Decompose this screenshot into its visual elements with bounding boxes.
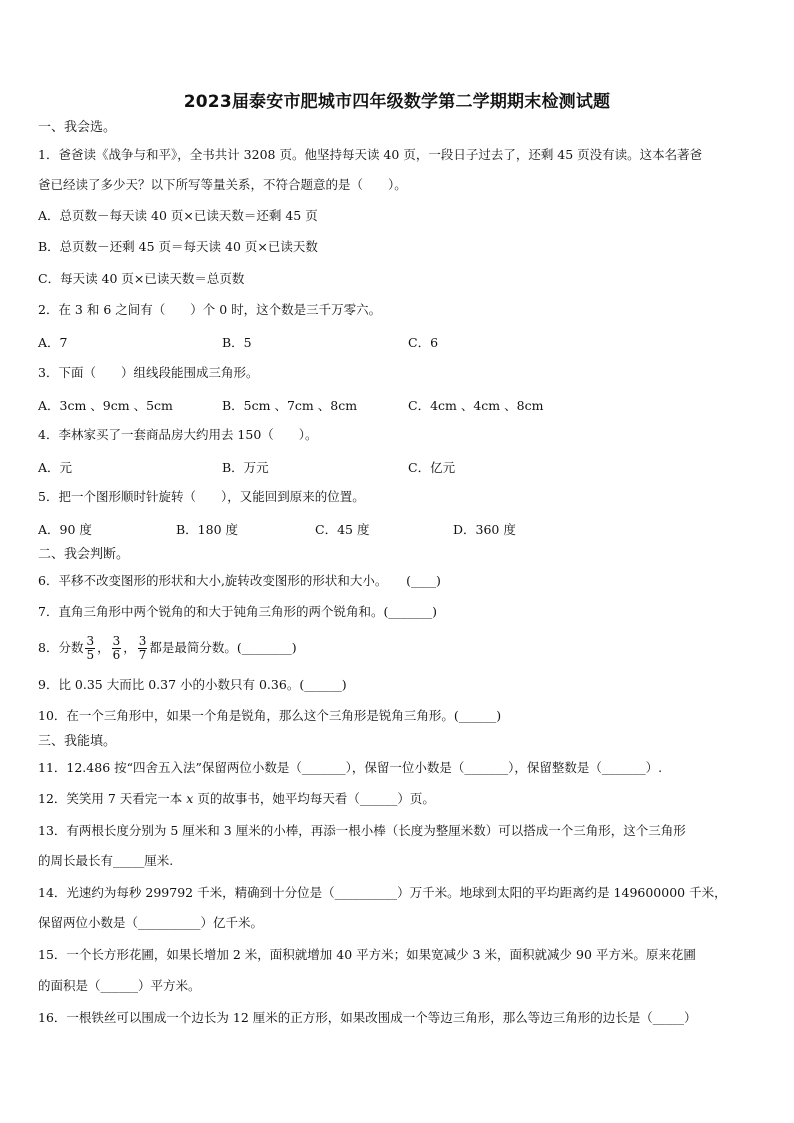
question-2: 2．在 3 和 6 之间有（ ）个 0 时，这个数是三千万零六。: [38, 302, 382, 317]
question-5-option-b: B．180 度: [176, 522, 239, 537]
question-6: 6．平移不改变图形的形状和大小,旋转改变图形的形状和大小。 (____): [38, 573, 441, 588]
question-1-option-a: A．总页数－每天读 40 页×已读天数＝还剩 45 页: [38, 208, 318, 223]
question-13-line-1: 13．有两根长度分别为 5 厘米和 3 厘米的小棒，再添一根小棒（长度为整厘米数）可以搭成一个三角形，这个三角形: [38, 823, 686, 838]
question-13-line-2: 的周长最长有_____厘米.: [38, 853, 174, 868]
section-heading-1: 一、我会选。: [38, 120, 117, 135]
question-5-option-a: A．90 度: [38, 522, 92, 537]
fraction-3-5: [85, 635, 95, 662]
question-1-option-b: B．总页数－还剩 45 页＝每天读 40 页×已读天数: [38, 239, 318, 254]
fraction-numerator: 3: [86, 634, 95, 648]
question-12-pre: 12．笑笑用 7 天看完一本: [38, 791, 187, 806]
question-2-option-b: B．5: [222, 335, 252, 350]
question-4-options: [38, 458, 764, 476]
question-2-option-c: C．6: [408, 335, 439, 350]
question-4-option-b: B．万元: [222, 460, 269, 475]
question-14-line-1: 14．光速约为每秒 299792 千米，精确到十分位是（__________）万千米。地球到太阳的平均距离约是 149600000 千米，: [38, 885, 727, 900]
question-5: 5．把一个图形顺时针旋转（ ），又能回到原来的位置。: [38, 489, 365, 504]
question-2-option-a: A．7: [38, 335, 68, 350]
question-16: 16．一根铁丝可以围成一个边长为 12 厘米的正方形，如果改围成一个等边三角形，那么等边三角形的边长是（_____）: [38, 1010, 697, 1025]
question-5-option-d: D．360 度: [453, 522, 516, 537]
question-4: 4．李林家买了一套商品房大约用去 150（ ）。: [38, 427, 318, 442]
fraction-denominator: 7: [138, 648, 147, 662]
fraction-3-7: [138, 635, 148, 662]
question-1-line-1: 1．爸爸读《战争与和平》，全书共计 3208 页。他坚持每天读 40 页，一段日子过去了，还剩 45 页没有读。这本名著爸: [38, 147, 703, 162]
question-7: 7．直角三角形中两个锐角的和大于钝角三角形的两个锐角和。(_______): [38, 604, 437, 619]
question-5-option-c: C．45 度: [315, 522, 370, 537]
question-3-option-b: B．5cm 、7cm 、8cm: [222, 398, 358, 413]
question-14-line-2: 保留两位小数是（__________）亿千米。: [38, 915, 264, 930]
fraction-numerator: 3: [112, 634, 121, 648]
fraction-denominator: 6: [112, 648, 121, 662]
question-3-options: [38, 396, 764, 414]
fraction-numerator: 3: [138, 634, 147, 648]
section-heading-2: 二、我会判断。: [38, 547, 130, 562]
question-3-option-a: A．3cm 、9cm 、5cm: [38, 398, 173, 413]
separator: ，: [123, 640, 136, 655]
question-9: 9．比 0.35 大而比 0.37 小的小数只有 0.36。(______): [38, 677, 347, 692]
section-heading-3: 三、我能填。: [38, 734, 117, 749]
question-3: 3．下面（ ）组线段能围成三角形。: [38, 365, 259, 380]
question-10: 10．在一个三角形中，如果一个角是锐角，那么这个三角形是锐角三角形。(______): [38, 708, 502, 723]
question-1-option-c: C．每天读 40 页×已读天数＝总页数: [38, 271, 245, 286]
question-2-options: [38, 333, 764, 351]
separator: ，: [97, 640, 110, 655]
question-8-suffix: 都是最简分数。(________): [149, 640, 297, 655]
question-15-line-1: 15．一个长方形花圃，如果长增加 2 米，面积就增加 40 平方米；如果宽减少 3 米，面积就减少 90 平方米。原来花圃: [38, 947, 696, 962]
question-8-prefix: 8．分数: [38, 640, 84, 655]
question-12-post: 页的故事书，她平均每天看（______）页。: [193, 791, 435, 806]
question-1-line-2: 爸已经读了多少天？以下所写等量关系，不符合题意的是（ ）。: [38, 177, 407, 192]
question-4-option-a: A．元: [38, 460, 73, 475]
question-3-option-c: C．4cm 、4cm 、8cm: [408, 398, 544, 413]
question-4-option-c: C．亿元: [408, 460, 456, 475]
question-15-line-2: 的面积是（______）平方米。: [38, 978, 201, 993]
page-title: 2023届泰安市肥城市四年级数学第二学期期末检测试题: [183, 92, 611, 112]
question-12: [38, 790, 764, 808]
variable-x: x: [186, 791, 194, 806]
question-5-options: [38, 520, 764, 538]
fraction-3-6: [112, 635, 122, 662]
question-8: [38, 630, 764, 666]
question-11: 11．12.486 按“四舍五入法”保留两位小数是（_______），保留一位小数是（_______），保留整数是（_______）.: [38, 760, 663, 775]
fraction-denominator: 5: [86, 648, 95, 662]
